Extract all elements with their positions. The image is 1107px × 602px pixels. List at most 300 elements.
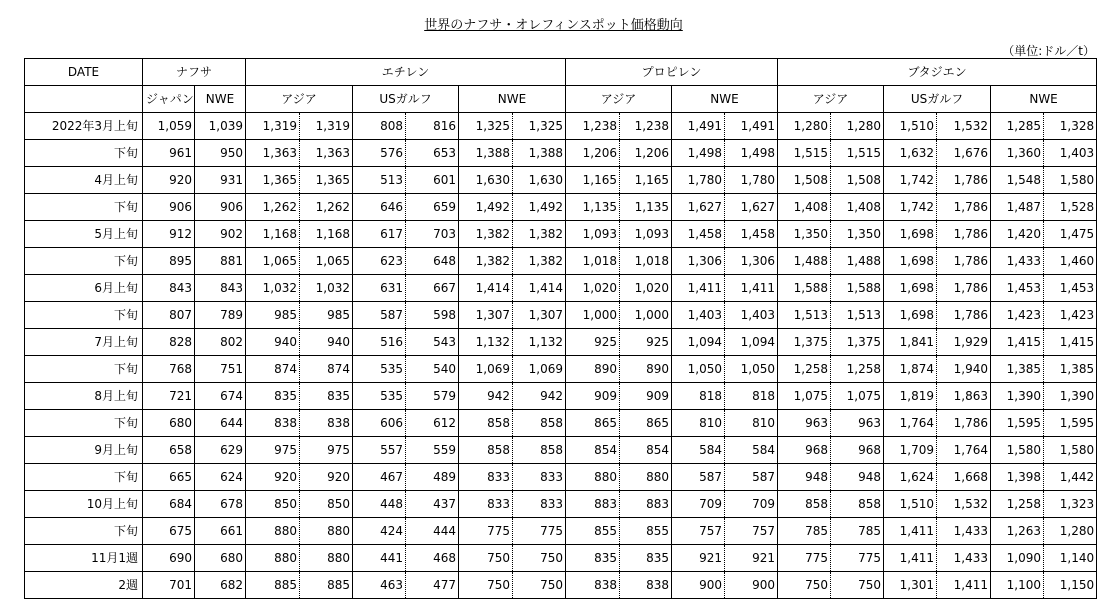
table-cell: 1,491 <box>672 113 725 140</box>
table-cell: 807 <box>143 302 195 329</box>
table-cell: 858 <box>513 437 566 464</box>
row-date: 下旬 <box>25 248 143 275</box>
table-cell: 1,325 <box>459 113 513 140</box>
table-row <box>25 545 1097 572</box>
table-cell: 1,306 <box>725 248 778 275</box>
table-cell: 535 <box>353 383 406 410</box>
table-cell: 1,206 <box>620 140 672 167</box>
table-cell: 1,595 <box>991 410 1044 437</box>
table-cell: 463 <box>353 572 406 599</box>
table-row <box>25 302 1097 329</box>
table-cell: 1,929 <box>937 329 991 356</box>
table-cell: 680 <box>143 410 195 437</box>
row-date: 7月上旬 <box>25 329 143 356</box>
table-cell: 1,786 <box>937 275 991 302</box>
table-cell: 858 <box>459 410 513 437</box>
table-cell: 1,508 <box>778 167 831 194</box>
header-row-groups <box>25 59 1097 86</box>
table-cell: 835 <box>620 545 672 572</box>
table-cell: 750 <box>513 572 566 599</box>
table-cell: 900 <box>672 572 725 599</box>
table-cell: 1,595 <box>1044 410 1097 437</box>
table-cell: 940 <box>246 329 300 356</box>
header-propylene-asia: アジア <box>566 86 672 113</box>
table-cell: 703 <box>406 221 459 248</box>
table-row <box>25 167 1097 194</box>
table-cell: 838 <box>246 410 300 437</box>
table-cell: 1,460 <box>1044 248 1097 275</box>
table-cell: 858 <box>459 437 513 464</box>
table-row <box>25 221 1097 248</box>
table-cell: 1,627 <box>672 194 725 221</box>
table-cell: 1,492 <box>459 194 513 221</box>
table-cell: 516 <box>353 329 406 356</box>
table-cell: 1,150 <box>1044 572 1097 599</box>
table-row <box>25 572 1097 599</box>
table-cell: 1,000 <box>620 302 672 329</box>
table-cell: 1,306 <box>672 248 725 275</box>
table-row <box>25 248 1097 275</box>
table-cell: 1,328 <box>1044 113 1097 140</box>
table-cell: 617 <box>353 221 406 248</box>
table-cell: 1,423 <box>1044 302 1097 329</box>
table-cell: 1,488 <box>831 248 884 275</box>
table-cell: 835 <box>300 383 353 410</box>
table-cell: 1,420 <box>991 221 1044 248</box>
table-cell: 843 <box>143 275 195 302</box>
table-cell: 606 <box>353 410 406 437</box>
table-cell: 968 <box>778 437 831 464</box>
table-cell: 785 <box>778 518 831 545</box>
table-cell: 1,630 <box>513 167 566 194</box>
table-cell: 1,168 <box>246 221 300 248</box>
table-cell: 855 <box>566 518 620 545</box>
table-cell: 1,059 <box>143 113 195 140</box>
table-cell: 890 <box>620 356 672 383</box>
table-cell: 1,069 <box>459 356 513 383</box>
table-cell: 880 <box>566 464 620 491</box>
table-cell: 810 <box>725 410 778 437</box>
table-cell: 701 <box>143 572 195 599</box>
table-cell: 1,780 <box>725 167 778 194</box>
table-cell: 1,580 <box>991 437 1044 464</box>
table-cell: 785 <box>831 518 884 545</box>
table-cell: 1,403 <box>725 302 778 329</box>
table-cell: 1,698 <box>884 248 937 275</box>
table-cell: 1,375 <box>778 329 831 356</box>
table-cell: 1,140 <box>1044 545 1097 572</box>
table-cell: 1,408 <box>831 194 884 221</box>
table-cell: 1,588 <box>778 275 831 302</box>
table-cell: 1,786 <box>937 194 991 221</box>
table-cell: 1,786 <box>937 248 991 275</box>
table-cell: 1,786 <box>937 221 991 248</box>
table-cell: 682 <box>195 572 246 599</box>
row-date: 5月上旬 <box>25 221 143 248</box>
table-cell: 1,488 <box>778 248 831 275</box>
table-cell: 1,874 <box>884 356 937 383</box>
header-butadiene-asia: アジア <box>778 86 884 113</box>
table-cell: 985 <box>300 302 353 329</box>
table-cell: 467 <box>353 464 406 491</box>
table-cell: 1,398 <box>991 464 1044 491</box>
table-cell: 684 <box>143 491 195 518</box>
table-cell: 665 <box>143 464 195 491</box>
table-cell: 1,258 <box>991 491 1044 518</box>
row-date: 2週 <box>25 572 143 599</box>
table-cell: 1,135 <box>620 194 672 221</box>
table-cell: 757 <box>725 518 778 545</box>
page-title-text: 世界のナフサ・オレフィンスポット価格動向 <box>424 18 683 33</box>
table-cell: 883 <box>566 491 620 518</box>
table-cell: 850 <box>246 491 300 518</box>
table-cell: 1,032 <box>246 275 300 302</box>
table-cell: 1,458 <box>725 221 778 248</box>
table-cell: 920 <box>300 464 353 491</box>
row-date: 下旬 <box>25 302 143 329</box>
table-cell: 1,403 <box>672 302 725 329</box>
table-cell: 1,780 <box>672 167 725 194</box>
table-cell: 921 <box>672 545 725 572</box>
table-cell: 1,624 <box>884 464 937 491</box>
header-ethylene-nwe: NWE <box>459 86 566 113</box>
table-cell: 775 <box>778 545 831 572</box>
table-cell: 961 <box>143 140 195 167</box>
row-date: 下旬 <box>25 464 143 491</box>
table-cell: 1,415 <box>991 329 1044 356</box>
table-cell: 925 <box>566 329 620 356</box>
table-cell: 968 <box>831 437 884 464</box>
table-cell: 942 <box>459 383 513 410</box>
table-cell: 843 <box>195 275 246 302</box>
table-cell: 678 <box>195 491 246 518</box>
table-cell: 881 <box>195 248 246 275</box>
table-row <box>25 113 1097 140</box>
table-cell: 963 <box>831 410 884 437</box>
table-cell: 1,280 <box>1044 518 1097 545</box>
row-date: 10月上旬 <box>25 491 143 518</box>
table-cell: 1,093 <box>620 221 672 248</box>
table-cell: 925 <box>620 329 672 356</box>
table-cell: 1,375 <box>831 329 884 356</box>
table-cell: 1,630 <box>459 167 513 194</box>
table-cell: 1,206 <box>566 140 620 167</box>
table-cell: 833 <box>459 491 513 518</box>
table-cell: 1,492 <box>513 194 566 221</box>
table-cell: 1,411 <box>672 275 725 302</box>
table-cell: 1,742 <box>884 167 937 194</box>
table-cell: 1,000 <box>566 302 620 329</box>
table-cell: 750 <box>831 572 884 599</box>
table-cell: 1,498 <box>672 140 725 167</box>
table-cell: 1,075 <box>831 383 884 410</box>
table-cell: 902 <box>195 221 246 248</box>
table-cell: 775 <box>513 518 566 545</box>
table-cell: 1,385 <box>1044 356 1097 383</box>
table-cell: 658 <box>143 437 195 464</box>
unit-label: （単位:ドル／t） <box>1002 44 1095 58</box>
table-cell: 1,050 <box>672 356 725 383</box>
header-date: DATE <box>25 59 143 86</box>
table-cell: 1,415 <box>1044 329 1097 356</box>
table-row <box>25 491 1097 518</box>
table-cell: 895 <box>143 248 195 275</box>
table-cell: 1,168 <box>300 221 353 248</box>
table-cell: 1,698 <box>884 221 937 248</box>
table-cell: 1,382 <box>459 221 513 248</box>
header-butadiene-nwe: NWE <box>991 86 1097 113</box>
table-cell: 444 <box>406 518 459 545</box>
table-row <box>25 437 1097 464</box>
table-cell: 1,433 <box>991 248 1044 275</box>
row-date: 4月上旬 <box>25 167 143 194</box>
table-cell: 1,307 <box>513 302 566 329</box>
table-cell: 1,863 <box>937 383 991 410</box>
table-cell: 1,819 <box>884 383 937 410</box>
table-cell: 1,258 <box>778 356 831 383</box>
table-cell: 1,388 <box>459 140 513 167</box>
table-cell: 912 <box>143 221 195 248</box>
table-cell: 963 <box>778 410 831 437</box>
table-cell: 802 <box>195 329 246 356</box>
table-cell: 985 <box>246 302 300 329</box>
table-cell: 750 <box>778 572 831 599</box>
table-cell: 1,411 <box>937 572 991 599</box>
table-row <box>25 356 1097 383</box>
table-cell: 623 <box>353 248 406 275</box>
table-cell: 1,307 <box>459 302 513 329</box>
table-cell: 1,513 <box>778 302 831 329</box>
table-cell: 1,390 <box>991 383 1044 410</box>
table-cell: 1,360 <box>991 140 1044 167</box>
table-row <box>25 518 1097 545</box>
table-cell: 858 <box>831 491 884 518</box>
table-cell: 975 <box>246 437 300 464</box>
row-date: 11月1週 <box>25 545 143 572</box>
table-cell: 789 <box>195 302 246 329</box>
header-ethylene-usgulf: USガルフ <box>353 86 459 113</box>
table-cell: 587 <box>353 302 406 329</box>
header-naphtha: ナフサ <box>143 59 246 86</box>
table-cell: 874 <box>300 356 353 383</box>
table-cell: 690 <box>143 545 195 572</box>
table-cell: 1,433 <box>937 545 991 572</box>
table-cell: 1,363 <box>300 140 353 167</box>
table-cell: 909 <box>566 383 620 410</box>
table-cell: 1,632 <box>884 140 937 167</box>
table-cell: 1,285 <box>991 113 1044 140</box>
table-cell: 838 <box>566 572 620 599</box>
table-cell: 559 <box>406 437 459 464</box>
table-cell: 1,319 <box>246 113 300 140</box>
table-cell: 833 <box>513 491 566 518</box>
table-cell: 1,258 <box>831 356 884 383</box>
table-cell: 1,350 <box>831 221 884 248</box>
header-butadiene: ブタジエン <box>778 59 1097 86</box>
table-cell: 1,365 <box>300 167 353 194</box>
table-cell: 920 <box>246 464 300 491</box>
table-cell: 513 <box>353 167 406 194</box>
table-cell: 576 <box>353 140 406 167</box>
table-cell: 1,453 <box>1044 275 1097 302</box>
table-cell: 1,698 <box>884 302 937 329</box>
table-cell: 1,100 <box>991 572 1044 599</box>
page-title <box>0 14 1107 33</box>
table-cell: 648 <box>406 248 459 275</box>
row-date: 下旬 <box>25 356 143 383</box>
row-date: 2022年3月上旬 <box>25 113 143 140</box>
table-cell: 1,627 <box>725 194 778 221</box>
table-cell: 1,388 <box>513 140 566 167</box>
table-cell: 1,262 <box>246 194 300 221</box>
table-cell: 477 <box>406 572 459 599</box>
table-cell: 816 <box>406 113 459 140</box>
table-cell: 1,698 <box>884 275 937 302</box>
table-cell: 880 <box>300 545 353 572</box>
table-cell: 885 <box>300 572 353 599</box>
table-cell: 680 <box>195 545 246 572</box>
table-cell: 1,742 <box>884 194 937 221</box>
table-cell: 858 <box>778 491 831 518</box>
table-cell: 865 <box>566 410 620 437</box>
table-row <box>25 140 1097 167</box>
table-cell: 1,588 <box>831 275 884 302</box>
table-cell: 1,786 <box>937 302 991 329</box>
table-cell: 1,319 <box>300 113 353 140</box>
table-cell: 584 <box>672 437 725 464</box>
table-cell: 906 <box>143 194 195 221</box>
header-row-regions <box>25 86 1097 113</box>
table-cell: 1,382 <box>459 248 513 275</box>
table-cell: 1,841 <box>884 329 937 356</box>
table-cell: 1,458 <box>672 221 725 248</box>
row-date: 下旬 <box>25 194 143 221</box>
table-cell: 921 <box>725 545 778 572</box>
table-cell: 975 <box>300 437 353 464</box>
table-cell: 1,532 <box>937 113 991 140</box>
table-cell: 659 <box>406 194 459 221</box>
table-row <box>25 383 1097 410</box>
table-cell: 631 <box>353 275 406 302</box>
table-cell: 940 <box>300 329 353 356</box>
row-date: 9月上旬 <box>25 437 143 464</box>
table-cell: 768 <box>143 356 195 383</box>
table-cell: 1,263 <box>991 518 1044 545</box>
table-cell: 833 <box>459 464 513 491</box>
header-propylene-nwe: NWE <box>672 86 778 113</box>
table-cell: 1,363 <box>246 140 300 167</box>
row-date: 下旬 <box>25 518 143 545</box>
table-cell: 1,262 <box>300 194 353 221</box>
table-cell: 775 <box>459 518 513 545</box>
table-cell: 1,515 <box>778 140 831 167</box>
table-cell: 808 <box>353 113 406 140</box>
table-cell: 1,050 <box>725 356 778 383</box>
table-cell: 750 <box>459 545 513 572</box>
table-cell: 1,442 <box>1044 464 1097 491</box>
table-cell: 818 <box>672 383 725 410</box>
table-cell: 854 <box>566 437 620 464</box>
table-cell: 721 <box>143 383 195 410</box>
table-cell: 1,018 <box>620 248 672 275</box>
table-cell: 818 <box>725 383 778 410</box>
table-cell: 948 <box>778 464 831 491</box>
table-cell: 1,390 <box>1044 383 1097 410</box>
table-cell: 1,165 <box>566 167 620 194</box>
table-cell: 1,498 <box>725 140 778 167</box>
table-cell: 1,238 <box>566 113 620 140</box>
table-cell: 1,132 <box>513 329 566 356</box>
row-date: 8月上旬 <box>25 383 143 410</box>
table-cell: 612 <box>406 410 459 437</box>
table-cell: 667 <box>406 275 459 302</box>
table-cell: 920 <box>143 167 195 194</box>
table-cell: 1,487 <box>991 194 1044 221</box>
table-cell: 865 <box>620 410 672 437</box>
table-cell: 750 <box>513 545 566 572</box>
row-date: 下旬 <box>25 140 143 167</box>
table-cell: 931 <box>195 167 246 194</box>
header-ethylene-asia: アジア <box>246 86 353 113</box>
table-cell: 1,786 <box>937 410 991 437</box>
table-cell: 1,280 <box>831 113 884 140</box>
table-cell: 1,365 <box>246 167 300 194</box>
table-cell: 1,508 <box>831 167 884 194</box>
table-cell: 838 <box>300 410 353 437</box>
table-cell: 1,032 <box>300 275 353 302</box>
table-cell: 828 <box>143 329 195 356</box>
table-cell: 1,786 <box>937 167 991 194</box>
table-cell: 883 <box>620 491 672 518</box>
table-cell: 909 <box>620 383 672 410</box>
table-cell: 629 <box>195 437 246 464</box>
table-cell: 441 <box>353 545 406 572</box>
table-cell: 1,238 <box>620 113 672 140</box>
table-cell: 1,350 <box>778 221 831 248</box>
table-cell: 880 <box>246 518 300 545</box>
table-row <box>25 275 1097 302</box>
table-cell: 1,280 <box>778 113 831 140</box>
table-cell: 1,382 <box>513 221 566 248</box>
table-cell: 835 <box>566 545 620 572</box>
table-cell: 1,325 <box>513 113 566 140</box>
header-naphtha-nwe: NWE <box>195 86 246 113</box>
table-cell: 1,676 <box>937 140 991 167</box>
table-cell: 874 <box>246 356 300 383</box>
table-cell: 1,532 <box>937 491 991 518</box>
price-table <box>24 58 1097 599</box>
table-cell: 1,408 <box>778 194 831 221</box>
table-cell: 942 <box>513 383 566 410</box>
table-cell: 709 <box>725 491 778 518</box>
row-date: 下旬 <box>25 410 143 437</box>
table-row <box>25 194 1097 221</box>
table-cell: 557 <box>353 437 406 464</box>
table-row <box>25 329 1097 356</box>
table-cell: 1,403 <box>1044 140 1097 167</box>
header-ethylene: エチレン <box>246 59 566 86</box>
table-cell: 751 <box>195 356 246 383</box>
table-cell: 1,135 <box>566 194 620 221</box>
table-cell: 838 <box>620 572 672 599</box>
table-cell: 1,764 <box>884 410 937 437</box>
table-cell: 1,668 <box>937 464 991 491</box>
table-cell: 1,764 <box>937 437 991 464</box>
table-cell: 489 <box>406 464 459 491</box>
header-empty <box>25 86 143 113</box>
table-cell: 850 <box>300 491 353 518</box>
table-cell: 543 <box>406 329 459 356</box>
